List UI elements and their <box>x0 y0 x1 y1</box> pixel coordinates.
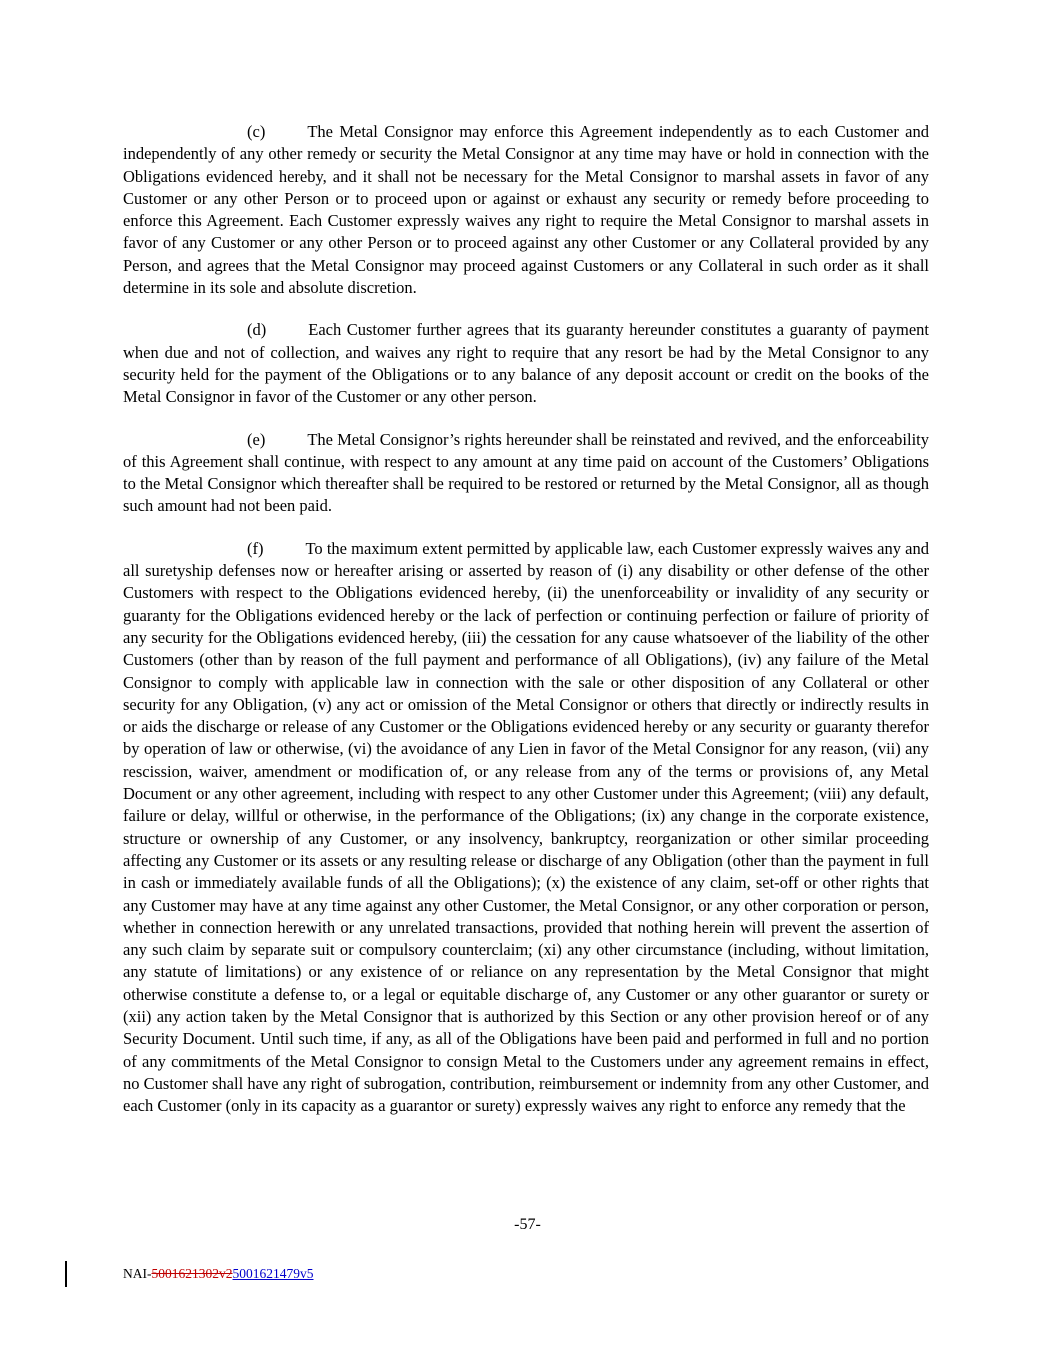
paragraph-e-text: The Metal Consignor’s rights hereunder shall be reinstated and revived, and the enforceability of this Agreement shall continue, with respect to any amount at any time paid on account of the Customers’ Obligations to the Metal Consignor which thereafter shall be required to be restored or returned by the Metal Consignor, all as though such amount had not been paid. <box>123 429 929 516</box>
footer-inserted-id: 5001621479v5 <box>232 1266 314 1281</box>
footer-deleted-id: 5001621302v2 <box>151 1266 233 1281</box>
page-number: -57- <box>514 1216 541 1233</box>
paragraph-d-label: (d) <box>247 320 267 340</box>
footer-prefix: NAI- <box>123 1266 152 1281</box>
document-id-footer <box>123 1266 314 1282</box>
paragraph-f-text: To the maximum extent permitted by applicable law, each Customer expressly waives any and all suretyship defenses now or hereafter arising or asserted by reason of (i) any disability or other defense of the other Customers with respect to the Obligations evidenced hereby, (ii) the unenforceability or invalidity of any security or guaranty for the Obligations evidenced hereby or the lack of perfection or continuing perfection or failure of priority of any security for the Obligations evidenced hereby, (iii) the cessation for any cause whatsoever of the liability of the other Customers (other than by reason of the full payment and performance of all Obligations), (iv) any failure of the Metal Consignor to comply with applicable law in connection with the sale or other disposition of any Collateral or other security for any Obligation, (v) any act or omission of the Metal Consignor or others that directly or indirectly results in or aids the discharge or release of any Customer or the Obligations evidenced hereby or any security or guaranty therefor by operation of law or otherwise, (vi) the avoidance of any Lien in favor of the Metal Consignor for any reason, (vii) any rescission, waiver, amendment or modification of, or any release from any of the terms or provisions of, any Metal Document or any other agreement, including with respect to any other Customer under this Agreement; (viii) any default, failure or delay, willful or otherwise, in the performance of the Obligations; (ix) any change in the corporate existence, structure or ownership of any Customer, or any insolvency, bankruptcy, reorganization or other similar proceeding affecting any Customer or its assets or any resulting release or discharge of any Obligation (other than the payment in full in cash or immediately available funds of all the Obligations); (x) the existence of any claim, set-off or other rights that any Customer may have at any time against any other Customer, the Metal Consignor, or any other corporation or person, whether in connection herewith or any unrelated transactions, provided that nothing herein will prevent the assertion of any such claim by separate suit or compulsory counterclaim; (xi) any other circumstance (including, without limitation, any statute of limitations) or any existence of or reliance on any representation by the Metal Consignor that might otherwise constitute a defense to, or a legal or equitable discharge of, any Customer or any other guarantor or surety or (xii) any action taken by the Metal Consignor that is authorized by this Section or any other provision hereof or of any Security Document. Until such time, if any, as all of the Obligations have been paid and performed in full and no portion of any commitments of the Metal Consignor to consign Metal to the Customers under any agreement remains in effect, no Customer shall have any right of subrogation, contribution, reimbursement or indemnity from any other Customer, and each Customer (only in its capacity as a guarantor or surety) expressly waives any right to enforce any remedy that the <box>123 538 929 1116</box>
paragraph-c-text: The Metal Consignor may enforce this Agreement independently as to each Customer and independently of any other remedy or security the Metal Consignor at any time may have or hold in connection with the Obligations evidenced hereby, and it shall not be necessary for the Metal Consignor to marshal assets in favor of any Customer or any other Person or to proceed upon or against or exhaust any security or remedy before proceeding to enforce this Agreement. Each Customer expressly waives any right to require the Metal Consignor to marshal assets in favor of any Customer or any other Person or to proceed against any other Customer or any Collateral provided by any Person, and agrees that the Metal Consignor may proceed against Customers or any Collateral in such order as it shall determine in its sole and absolute discretion. <box>123 122 929 298</box>
paragraph-e <box>123 429 929 518</box>
paragraph-c-label: (c) <box>247 122 266 141</box>
paragraph-d <box>123 319 929 408</box>
paragraph-c <box>123 121 929 299</box>
paragraph-e-label: (e) <box>247 429 266 449</box>
change-bar-icon <box>65 1261 67 1287</box>
paragraph-f-label: (f) <box>247 538 264 558</box>
paragraph-d-text: Each Customer further agrees that its guaranty hereunder constitutes a guaranty of payment when due and not of collection, and waives any right to require that any resort be had by the Metal Consignor to any security held for the payment of the Obligations or to any balance of any deposit account or credit on the books of the Metal Consignor in favor of the Customer or any other person. <box>123 320 929 407</box>
paragraph-f <box>123 538 929 1118</box>
document-body <box>123 121 929 1117</box>
